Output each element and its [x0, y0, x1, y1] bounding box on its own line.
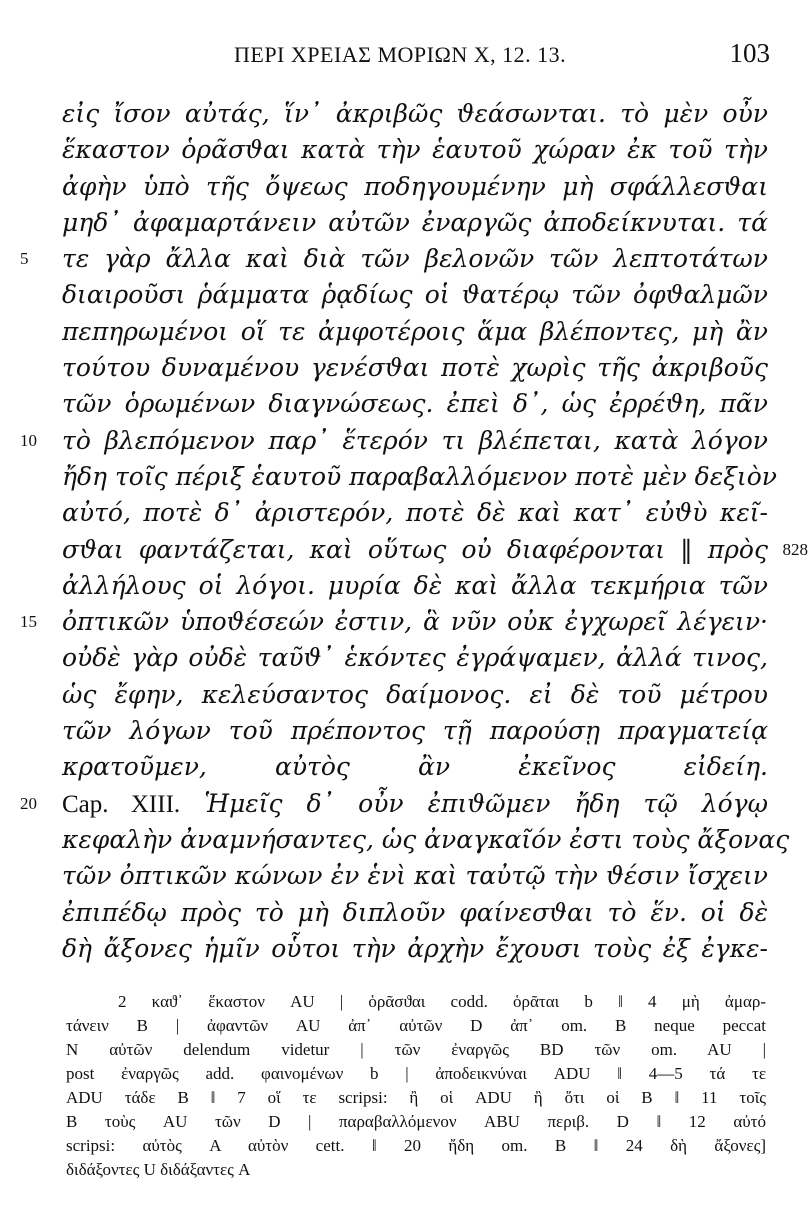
line-number: 10	[20, 430, 37, 450]
text-line	[62, 931, 768, 967]
line-number: 20	[20, 793, 37, 813]
line-text: τῶν λόγων τοῦ πρέποντος τῇ παρούσῃ πραγματείᾳ	[62, 716, 768, 746]
text-line	[62, 96, 768, 132]
text-line	[20, 604, 768, 640]
main-text	[20, 96, 808, 967]
line-text: διαιροῦσι ῥάμματα ῥᾳδίως οἱ ϑατέρῳ τῶν ὀφϑαλμῶν	[62, 280, 768, 310]
text-line	[62, 749, 768, 785]
line-text: κεφαλὴν ἀναμνήσαντες, ὡς ἀναγκαῖόν ἐστι τοὺς ἄξονας	[62, 824, 790, 854]
line-text: ἤδη τοῖς πέριξ ἑαυτοῦ παραβαλλόμενον ποτὲ μὲν δεξιὸν	[62, 461, 777, 491]
footnote-line: B τοὺς AU τῶν D | παραβαλλόμενον ABU περιβ. D ‖ 12 αὐτό	[66, 1112, 766, 1131]
footnote-line: ADU τάδε B ‖ 7 οἵ τε scripsi: ἢ οἱ ADU ἢ ὅτι οἱ B ‖ 11 τοῖς	[66, 1088, 766, 1107]
text-line	[62, 895, 768, 931]
line-text: ἐπιπέδῳ πρὸς τὸ μὴ διπλοῦν φαίνεσϑαι τὸ ἕν. οἱ δὲ	[62, 897, 768, 927]
text-line	[62, 277, 768, 313]
page-number: 103	[729, 38, 770, 68]
text-line	[62, 169, 768, 205]
text-line	[62, 386, 768, 422]
text-line	[62, 858, 768, 894]
text-line	[62, 459, 777, 495]
line-text: εἰς ἴσον αὐτάς, ἵν᾽ ἀκριβῶς ϑεάσωνται. τὸ μὲν οὖν	[62, 99, 768, 128]
line-text: Ἡμεῖς δ᾽ οὖν ἐπιϑῶμεν ἤδη τῷ λόγῳ	[204, 788, 768, 818]
line-number: 5	[20, 249, 29, 269]
footnote-line: scripsi: αὐτὸς A αὐτὸν cett. ‖ 20 ἤδη om. B ‖ 24 δὴ ἄξονες]	[66, 1136, 766, 1155]
line-text: κρατοῦμεν, αὐτὸς ἂν ἐκεῖνος εἰδείη.	[62, 752, 768, 782]
line-text: ἀφὴν ὑπὸ τῆς ὄψεως ποδηγουμένην μὴ σφάλλεσϑαι	[62, 171, 768, 201]
line-text: τῶν ὁρωμένων διαγνώσεως. ἐπεὶ δ᾽, ὡς ἐρρέϑη, πᾶν	[62, 389, 768, 419]
footnote-line: τάνειν B | ἀφαντῶν AU ἀπ᾽ αὐτῶν D ἀπ᾽ om. B neque peccat	[66, 1016, 766, 1035]
footnote-line: N αὐτῶν delendum videtur | τῶν ἐναργῶς BD τῶν om. AU |	[66, 1040, 766, 1059]
line-text: τούτου δυναμένου γενέσϑαι ποτὲ χωρὶς τῆς ἀκριβοῦς	[62, 353, 768, 383]
line-text: δὴ ἄξονες ἡμῖν οὗτοι τὴν ἀρχὴν ἔχουσι τοὺς ἐξ ἐγκε-	[62, 933, 768, 963]
critical-apparatus	[66, 990, 766, 1182]
line-text: μηδ᾽ ἀφαμαρτάνειν αὐτῶν ἐναργῶς ἀποδείκνυται. τά	[62, 207, 768, 237]
line-text: ὡς ἔφην, κελεύσαντος δαίμονος. εἰ δὲ τοῦ μέτρου	[62, 679, 768, 709]
line-text: οὐδὲ γὰρ οὐδὲ ταῦϑ᾽ ἑκόντες ἐγράψαμεν, ἀλλά τινος,	[62, 643, 768, 673]
page-header	[64, 38, 770, 78]
text-line	[62, 314, 768, 350]
text-line	[62, 132, 768, 168]
text-line	[62, 677, 768, 713]
footnote-line: post ἐναργῶς add. φαινομένων b | ἀποδεικνύναι ADU ‖ 4—5 τά τε	[66, 1064, 766, 1083]
text-line	[62, 205, 768, 241]
text-line	[62, 495, 768, 531]
footnote-line: 2 καϑ᾽ ἕκαστον AU | ὁρᾶσϑαι codd. ὁρᾶται b ‖ 4 μὴ ἀμαρ-	[118, 992, 766, 1011]
text-line	[62, 822, 790, 858]
text-line	[20, 786, 768, 822]
line-text: πεπηρωμένοι οἵ τε ἀμφοτέροις ἅμα βλέποντες, μὴ ἂν	[62, 316, 768, 346]
text-line	[62, 568, 768, 604]
text-line	[62, 713, 768, 749]
line-text: τὸ βλεπόμενον παρ᾽ ἕτερόν τι βλέπεται, κατὰ λόγον	[62, 425, 768, 455]
line-text: ἕκαστον ὁρᾶσϑαι κατὰ τὴν ἑαυτοῦ χώραν ἐκ τοῦ τὴν	[62, 135, 768, 165]
margin-page-ref: 828	[782, 539, 808, 559]
text-line	[62, 532, 808, 568]
line-text: σϑαι φαντάζεται, καὶ οὕτως οὐ διαφέρονται ‖ πρὸς	[62, 534, 768, 564]
line-text: τῶν ὀπτικῶν κώνων ἐν ἑνὶ καὶ ταὐτῷ τὴν ϑέσιν ἴσχειν	[62, 861, 768, 891]
running-title: ΠΕΡΙ ΧΡΕΙΑΣ ΜΟΡΙΩΝ Χ, 12. 13.	[234, 42, 567, 67]
line-text: αὐτό, ποτὲ δ᾽ ἀριστερόν, ποτὲ δὲ καὶ κατ᾽ εὐϑὺ κεῖ-	[62, 498, 768, 528]
chapter-heading: Cap. XIII.	[62, 790, 181, 818]
line-text: ἀλλήλους οἱ λόγοι. μυρία δὲ καὶ ἄλλα τεκμήρια τῶν	[62, 570, 768, 600]
text-line	[62, 640, 768, 676]
footnote-line: διδάξοντες U διδάξαντες A	[66, 1160, 251, 1179]
text-line	[62, 350, 768, 386]
line-text: ὀπτικῶν ὑποϑέσεών ἐστιν, ἃ νῦν οὐκ ἐγχωρεῖ λέγειν·	[62, 607, 768, 637]
text-line	[20, 241, 768, 277]
text-line	[20, 423, 768, 459]
line-text: τε γὰρ ἄλλα καὶ διὰ τῶν βελονῶν τῶν λεπτοτάτων	[62, 244, 768, 274]
line-number: 15	[20, 612, 37, 632]
